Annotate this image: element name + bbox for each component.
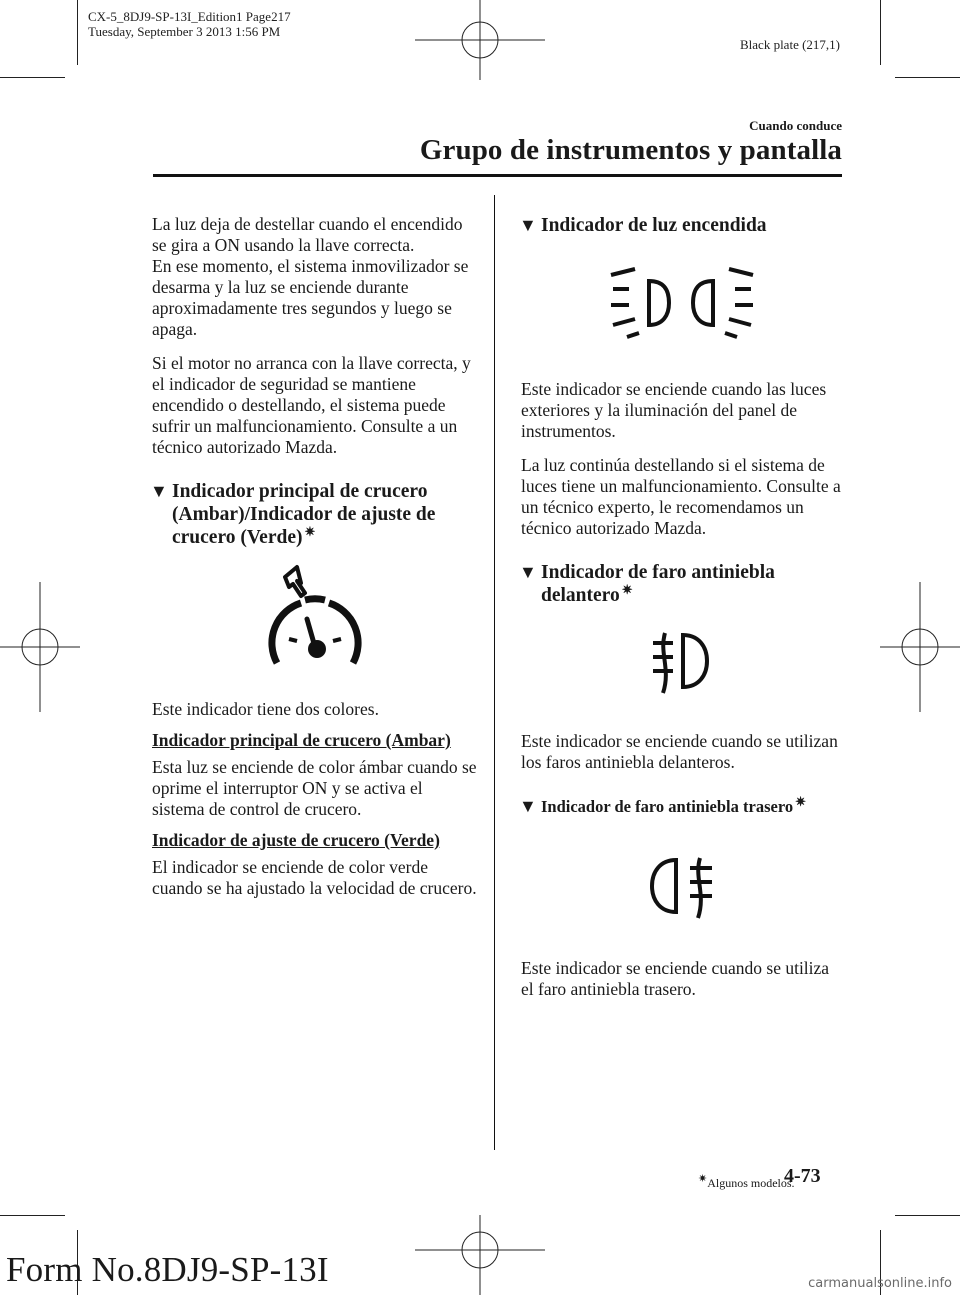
paragraph: La luz deja de destellar cuando el encendido se gira a ON usando la llave correcta. bbox=[152, 214, 463, 255]
footnote-text: Algunos modelos. bbox=[707, 1176, 795, 1190]
triangle-bullet-icon: ▼ bbox=[519, 215, 537, 235]
paragraph: En ese momento, el sistema inmovilizador se desarma y la luz se enciende durante aproximadamente tres segundos y luego se apaga. bbox=[152, 256, 469, 339]
registration-mark-left-icon bbox=[0, 582, 80, 712]
print-meta-line1: CX-5_8DJ9-SP-13I_Edition1 Page217 bbox=[88, 9, 291, 24]
subheading-main-cruise: Indicador principal de crucero (Ambar) bbox=[152, 730, 451, 750]
paragraph: Este indicador tiene dos colores. bbox=[152, 699, 379, 719]
lights-heading bbox=[519, 214, 843, 237]
triangle-bullet-icon: ▼ bbox=[519, 562, 537, 582]
paragraph: La luz continúa destellando si el sistema de luces tiene un malfuncionamiento. Consulte a un técnico experto, le recomendamos un técnico autorizado Mazda. bbox=[521, 455, 841, 538]
paragraph: Este indicador se enciende cuando se utiliza el faro antiniebla trasero. bbox=[521, 958, 830, 999]
page-number: 4-73 bbox=[784, 1165, 821, 1187]
lights-icon-wrap bbox=[521, 267, 843, 341]
front-fog-icon bbox=[647, 627, 717, 697]
rear-fog-icon bbox=[646, 852, 718, 922]
header-rule bbox=[153, 174, 842, 177]
footnote bbox=[698, 1172, 795, 1191]
asterisk-icon: ✷ bbox=[621, 581, 633, 597]
watermark: carmanualsonline.info bbox=[808, 1276, 952, 1291]
rear-fog-heading bbox=[519, 795, 843, 818]
asterisk-icon: ✷ bbox=[698, 1173, 708, 1185]
registration-mark-bottom-icon bbox=[415, 1215, 545, 1295]
chapter-title: Grupo de instrumentos y pantalla bbox=[419, 134, 842, 166]
paragraph: Si el motor no arranca con la llave correcta, y el indicador de seguridad se mantiene encendido o destellando, el sistema puede sufrir un malfuncionamiento. Consulte a un técnico autorizado Mazda. bbox=[152, 353, 471, 457]
asterisk-icon: ✷ bbox=[795, 793, 806, 809]
paragraph: Esta luz se enciende de color ámbar cuando se oprime el interruptor ON y se activa el sistema de control de crucero. bbox=[152, 757, 477, 819]
rear-fog-icon-wrap bbox=[521, 852, 843, 922]
form-number: Form No.8DJ9-SP-13I bbox=[6, 1250, 329, 1289]
rear-fog-heading-text: Indicador de faro antiniebla trasero bbox=[541, 797, 794, 816]
paragraph: Este indicador se enciende cuando se utilizan los faros antiniebla delanteros. bbox=[521, 731, 838, 772]
triangle-bullet-icon: ▼ bbox=[519, 796, 537, 816]
right-column bbox=[521, 214, 843, 1013]
cruise-control-icon bbox=[265, 563, 365, 673]
registration-mark-right-icon bbox=[880, 582, 960, 712]
section-name: Cuando conduce bbox=[749, 118, 842, 133]
cruise-icon-wrap bbox=[152, 563, 477, 673]
plate-label: Black plate (217,1) bbox=[740, 37, 840, 52]
subheading-cruise-set: Indicador de ajuste de crucero (Verde) bbox=[152, 830, 440, 850]
column-divider bbox=[494, 195, 495, 1150]
front-fog-heading-text: Indicador de faro antiniebla delantero bbox=[541, 562, 775, 606]
asterisk-icon: ✷ bbox=[304, 523, 316, 539]
print-meta-line2: Tuesday, September 3 2013 1:56 PM bbox=[88, 24, 281, 39]
cruise-heading bbox=[150, 480, 477, 549]
paragraph: El indicador se enciende de color verde cuando se ha ajustado la velocidad de crucero. bbox=[152, 857, 477, 898]
lights-on-icon bbox=[607, 267, 757, 341]
front-fog-icon-wrap bbox=[521, 627, 843, 697]
registration-mark-top-icon bbox=[415, 0, 545, 80]
lights-heading-text: Indicador de luz encendida bbox=[541, 215, 767, 236]
cruise-heading-text: Indicador principal de crucero (Ambar)/Indicador de ajuste de crucero (Verde) bbox=[172, 481, 436, 548]
left-column bbox=[152, 214, 477, 912]
print-metadata bbox=[88, 9, 291, 39]
front-fog-heading bbox=[519, 561, 843, 607]
paragraph: Este indicador se enciende cuando las luces exteriores y la iluminación del panel de instrumentos. bbox=[521, 379, 827, 441]
triangle-bullet-icon: ▼ bbox=[150, 481, 168, 501]
